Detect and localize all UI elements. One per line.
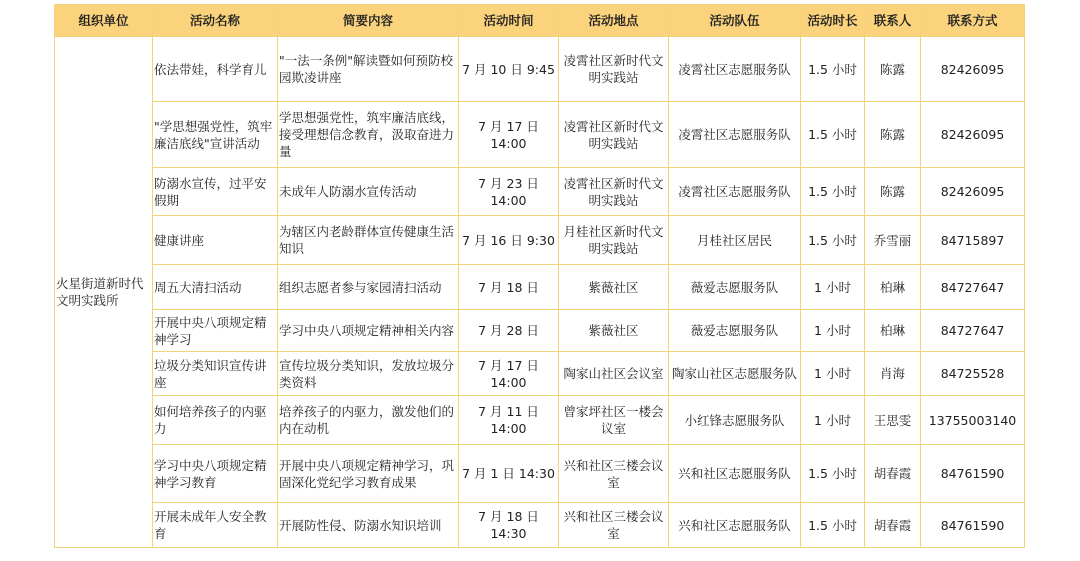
place-cell: 紫薇社区: [559, 265, 669, 310]
table-row: [55, 168, 1025, 216]
content-cell: 开展中央八项规定精神学习，巩固深化党纪学习教育成果: [278, 445, 459, 503]
table-row: [55, 503, 1025, 548]
team-cell: 薇爱志愿服务队: [669, 265, 801, 310]
time-cell: 7 月 1 日 14:30: [459, 445, 559, 503]
place-cell: 凌霄社区新时代文明实践站: [559, 37, 669, 102]
team-cell: 凌霄社区志愿服务队: [669, 37, 801, 102]
content-cell: "一法一条例"解读暨如何预防校园欺凌讲座: [278, 37, 459, 102]
activity-table: [54, 4, 1025, 548]
place-cell: 月桂社区新时代文明实践站: [559, 216, 669, 265]
duration-cell: 1 小时: [801, 352, 865, 396]
time-cell: 7 月 16 日 9:30: [459, 216, 559, 265]
phone-cell: 84725528: [921, 352, 1025, 396]
contact-cell: 柏琳: [865, 265, 921, 310]
phone-cell: 84727647: [921, 310, 1025, 352]
time-cell: 7 月 17 日 14:00: [459, 352, 559, 396]
activity-name-cell: 依法带娃，科学育儿: [153, 37, 278, 102]
time-cell: 7 月 10 日 9:45: [459, 37, 559, 102]
header-unit: 组织单位: [55, 5, 153, 37]
time-cell: 7 月 17 日 14:00: [459, 102, 559, 168]
header-content: 简要内容: [278, 5, 459, 37]
duration-cell: 1 小时: [801, 310, 865, 352]
place-cell: 曾家坪社区一楼会议室: [559, 396, 669, 445]
team-cell: 陶家山社区志愿服务队: [669, 352, 801, 396]
activity-name-cell: 垃圾分类知识宣传讲座: [153, 352, 278, 396]
duration-cell: 1.5 小时: [801, 168, 865, 216]
place-cell: 凌霄社区新时代文明实践站: [559, 168, 669, 216]
contact-cell: 胡春霞: [865, 445, 921, 503]
contact-cell: 胡春霞: [865, 503, 921, 548]
header-time: 活动时间: [459, 5, 559, 37]
contact-cell: 王思雯: [865, 396, 921, 445]
content-cell: 为辖区内老龄群体宣传健康生活知识: [278, 216, 459, 265]
duration-cell: 1.5 小时: [801, 445, 865, 503]
activity-name-cell: 学习中央八项规定精神学习教育: [153, 445, 278, 503]
phone-cell: 84727647: [921, 265, 1025, 310]
table-row: [55, 310, 1025, 352]
contact-cell: 肖海: [865, 352, 921, 396]
content-cell: 学思想强党性，筑牢廉洁底线，接受理想信念教育，汲取奋进力量: [278, 102, 459, 168]
time-cell: 7 月 18 日 14:30: [459, 503, 559, 548]
header-phone: 联系方式: [921, 5, 1025, 37]
phone-cell: 82426095: [921, 37, 1025, 102]
team-cell: 薇爱志愿服务队: [669, 310, 801, 352]
content-cell: 学习中央八项规定精神相关内容: [278, 310, 459, 352]
contact-cell: 乔雪丽: [865, 216, 921, 265]
place-cell: 凌霄社区新时代文明实践站: [559, 102, 669, 168]
team-cell: 凌霄社区志愿服务队: [669, 168, 801, 216]
time-cell: 7 月 18 日: [459, 265, 559, 310]
contact-cell: 柏琳: [865, 310, 921, 352]
activity-name-cell: 开展未成年人安全教育: [153, 503, 278, 548]
team-cell: 小红锋志愿服务队: [669, 396, 801, 445]
duration-cell: 1.5 小时: [801, 216, 865, 265]
duration-cell: 1.5 小时: [801, 102, 865, 168]
duration-cell: 1.5 小时: [801, 503, 865, 548]
table-row: [55, 216, 1025, 265]
table-row: [55, 102, 1025, 168]
time-cell: 7 月 11 日 14:00: [459, 396, 559, 445]
header-contact: 联系人: [865, 5, 921, 37]
table-row: [55, 396, 1025, 445]
phone-cell: 84761590: [921, 445, 1025, 503]
activity-name-cell: 如何培养孩子的内驱力: [153, 396, 278, 445]
duration-cell: 1 小时: [801, 265, 865, 310]
organization-unit-cell: 火星街道新时代文明实践所: [55, 37, 153, 548]
header-team: 活动队伍: [669, 5, 801, 37]
place-cell: 紫薇社区: [559, 310, 669, 352]
time-cell: 7 月 23 日 14:00: [459, 168, 559, 216]
contact-cell: 陈露: [865, 168, 921, 216]
contact-cell: 陈露: [865, 102, 921, 168]
team-cell: 月桂社区居民: [669, 216, 801, 265]
activity-name-cell: 周五大清扫活动: [153, 265, 278, 310]
table-row: [55, 352, 1025, 396]
duration-cell: 1 小时: [801, 396, 865, 445]
header-duration: 活动时长: [801, 5, 865, 37]
activity-name-cell: 健康讲座: [153, 216, 278, 265]
header-place: 活动地点: [559, 5, 669, 37]
phone-cell: 82426095: [921, 168, 1025, 216]
team-cell: 兴和社区志愿服务队: [669, 503, 801, 548]
table-row: [55, 445, 1025, 503]
table-row: [55, 37, 1025, 102]
contact-cell: 陈露: [865, 37, 921, 102]
content-cell: 宣传垃圾分类知识，发放垃圾分类资料: [278, 352, 459, 396]
place-cell: 兴和社区三楼会议室: [559, 445, 669, 503]
time-cell: 7 月 28 日: [459, 310, 559, 352]
phone-cell: 82426095: [921, 102, 1025, 168]
activity-name-cell: 防溺水宣传，过平安假期: [153, 168, 278, 216]
header-name: 活动名称: [153, 5, 278, 37]
phone-cell: 84761590: [921, 503, 1025, 548]
phone-cell: 84715897: [921, 216, 1025, 265]
content-cell: 组织志愿者参与家园清扫活动: [278, 265, 459, 310]
place-cell: 兴和社区三楼会议室: [559, 503, 669, 548]
team-cell: 凌霄社区志愿服务队: [669, 102, 801, 168]
header-row: [55, 5, 1025, 37]
table-row: [55, 265, 1025, 310]
content-cell: 培养孩子的内驱力，激发他们的内在动机: [278, 396, 459, 445]
team-cell: 兴和社区志愿服务队: [669, 445, 801, 503]
place-cell: 陶家山社区会议室: [559, 352, 669, 396]
duration-cell: 1.5 小时: [801, 37, 865, 102]
content-cell: 开展防性侵、防溺水知识培训: [278, 503, 459, 548]
phone-cell: 13755003140: [921, 396, 1025, 445]
content-cell: 未成年人防溺水宣传活动: [278, 168, 459, 216]
activity-name-cell: "学思想强党性，筑牢廉洁底线"宣讲活动: [153, 102, 278, 168]
activity-name-cell: 开展中央八项规定精神学习: [153, 310, 278, 352]
